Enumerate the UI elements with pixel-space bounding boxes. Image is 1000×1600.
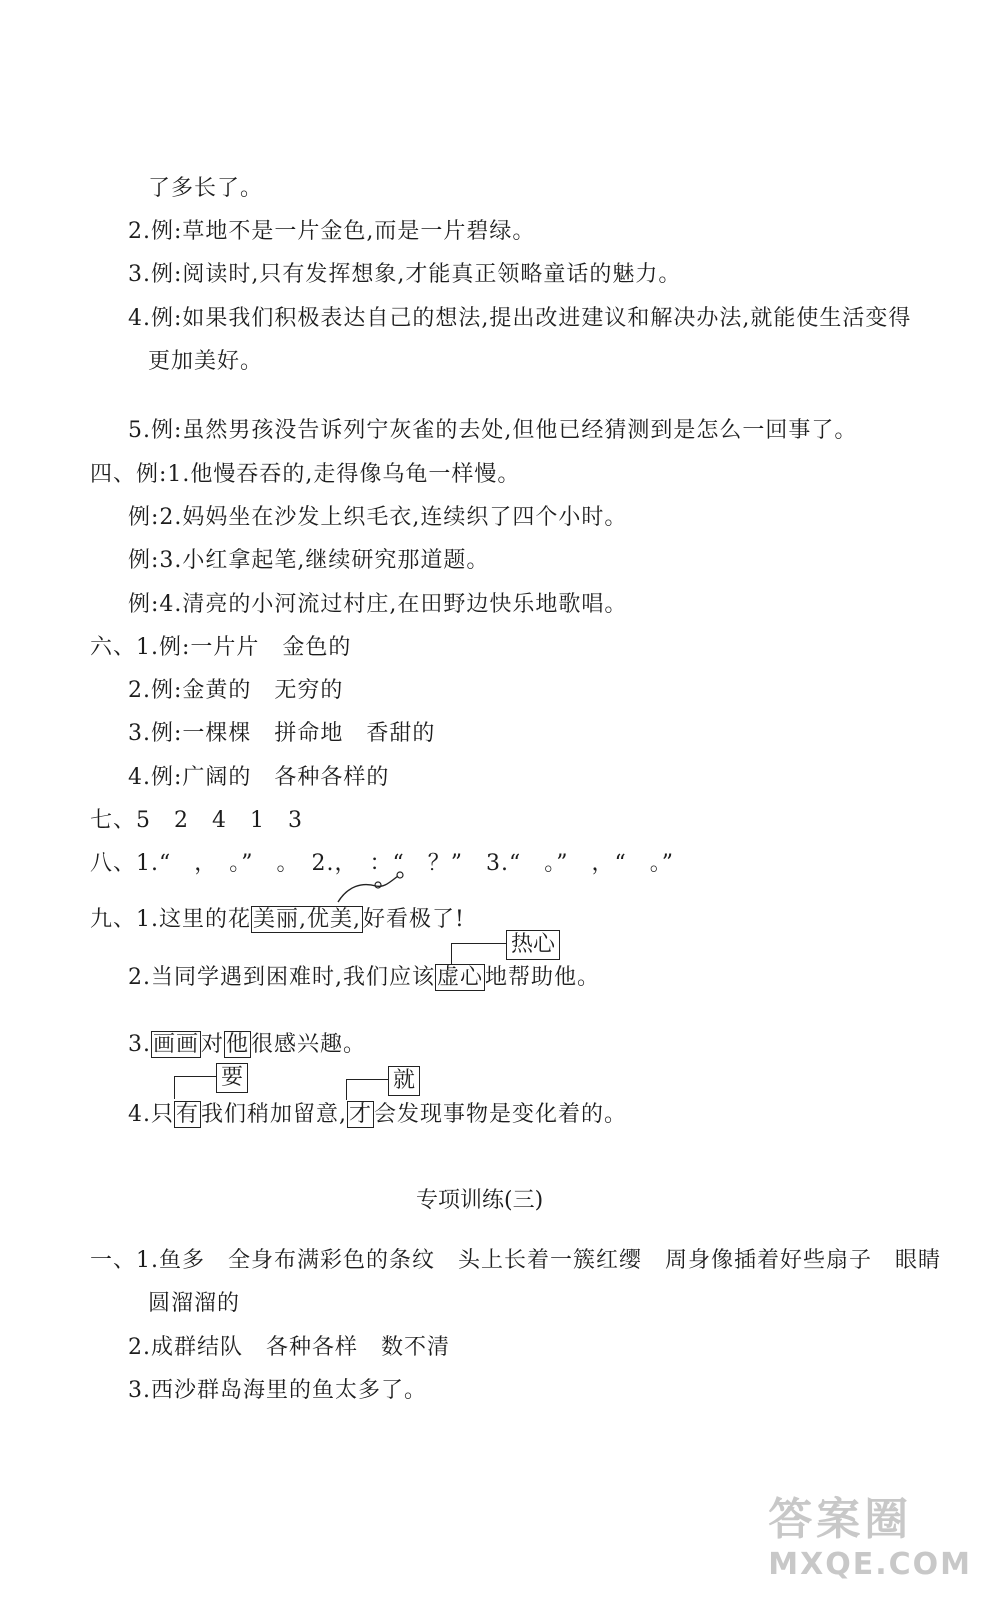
- answer-line: 六、1.例:一片片 金色的: [90, 635, 352, 660]
- correction-box: 要: [216, 1063, 248, 1093]
- boxed-words: 虚心: [436, 965, 483, 990]
- correction-connector: [174, 1076, 217, 1099]
- boxed-words: 画画: [153, 1032, 200, 1057]
- text-segment: 很感兴趣。: [251, 1032, 367, 1057]
- answer-line: 更加美好。: [148, 349, 264, 374]
- answer-line: 5.例:虽然男孩没告诉列宁灰雀的去处,但他已经猜测到是怎么一回事了。: [128, 418, 858, 443]
- text-segment: 会发现事物是变化着的。: [374, 1102, 628, 1127]
- text-segment: 九、1.这里的花: [90, 907, 251, 932]
- answer-line: 例:2.妈妈坐在沙发上织毛衣,连续织了四个小时。: [128, 505, 628, 530]
- answer-line: 一、1.鱼多 全身布满彩色的条纹 头上长着一簇红缨 周身像插着好些扇子 眼睛: [90, 1248, 941, 1273]
- answer-line: 七、5 2 4 1 3: [90, 808, 303, 833]
- text-segment: 地帮助他。: [485, 965, 601, 990]
- boxed-words: 美丽,优美,: [253, 907, 361, 932]
- answer-line-nine-2: [128, 963, 600, 993]
- answer-line: 2.例:金黄的 无穷的: [128, 678, 344, 703]
- text-segment: 3.: [128, 1032, 151, 1057]
- answer-line-nine-4: [128, 1100, 627, 1130]
- answer-line: 圆溜溜的: [148, 1291, 241, 1316]
- answer-line: 了多长了。: [148, 176, 264, 201]
- watermark-text: 答案圈: [768, 1494, 913, 1545]
- answer-line: 例:3.小红拿起笔,继续研究那道题。: [128, 548, 490, 573]
- answer-line: 八、1.“ ， 。” 。 2.， ：“ ？” 3.“ 。” ，“ 。”: [90, 851, 674, 876]
- correction-box: 就: [388, 1066, 420, 1096]
- answer-line: 例:4.清亮的小河流过村庄,在田野边快乐地歌唱。: [128, 592, 628, 617]
- answer-line: 3.例:阅读时,只有发挥想象,才能真正领略童话的魅力。: [128, 262, 682, 287]
- correction-connector: [346, 1079, 389, 1100]
- boxed-words: 他: [226, 1032, 250, 1057]
- text-segment: 4.只: [128, 1102, 174, 1127]
- answer-line: 3.例:一棵棵 拼命地 香甜的: [128, 721, 436, 746]
- answer-line: 四、例:1.他慢吞吞的,走得像乌龟一样慢。: [90, 462, 521, 487]
- answer-line-nine-1: [90, 905, 465, 935]
- boxed-words: 才: [349, 1102, 373, 1127]
- insert-mark-icon: [332, 868, 412, 908]
- answer-line: 4.例:广阔的 各种各样的: [128, 765, 390, 790]
- text-segment: 对: [201, 1032, 225, 1057]
- correction-box: 热心: [506, 930, 560, 960]
- watermark-url: MXQE.COM: [768, 1547, 972, 1582]
- answer-line: 2.例:草地不是一片金色,而是一片碧绿。: [128, 219, 536, 244]
- text-segment: 好看极了!: [363, 907, 465, 932]
- boxed-words: 有: [176, 1102, 200, 1127]
- answer-line-nine-3: [128, 1030, 366, 1060]
- watermark-logo: [768, 1483, 972, 1582]
- section-title: 专项训练(三): [416, 1188, 544, 1213]
- text-segment: 2.当同学遇到困难时,我们应该: [128, 965, 435, 990]
- text-segment: 我们稍加留意,: [201, 1102, 348, 1127]
- correction-connector: [451, 943, 507, 964]
- answer-line: 4.例:如果我们积极表达自己的想法,提出改进建议和解决办法,就能使生活变得: [128, 306, 912, 331]
- answer-line: 3.西沙群岛海里的鱼太多了。: [128, 1378, 427, 1403]
- answer-line: 2.成群结队 各种各样 数不清: [128, 1335, 450, 1360]
